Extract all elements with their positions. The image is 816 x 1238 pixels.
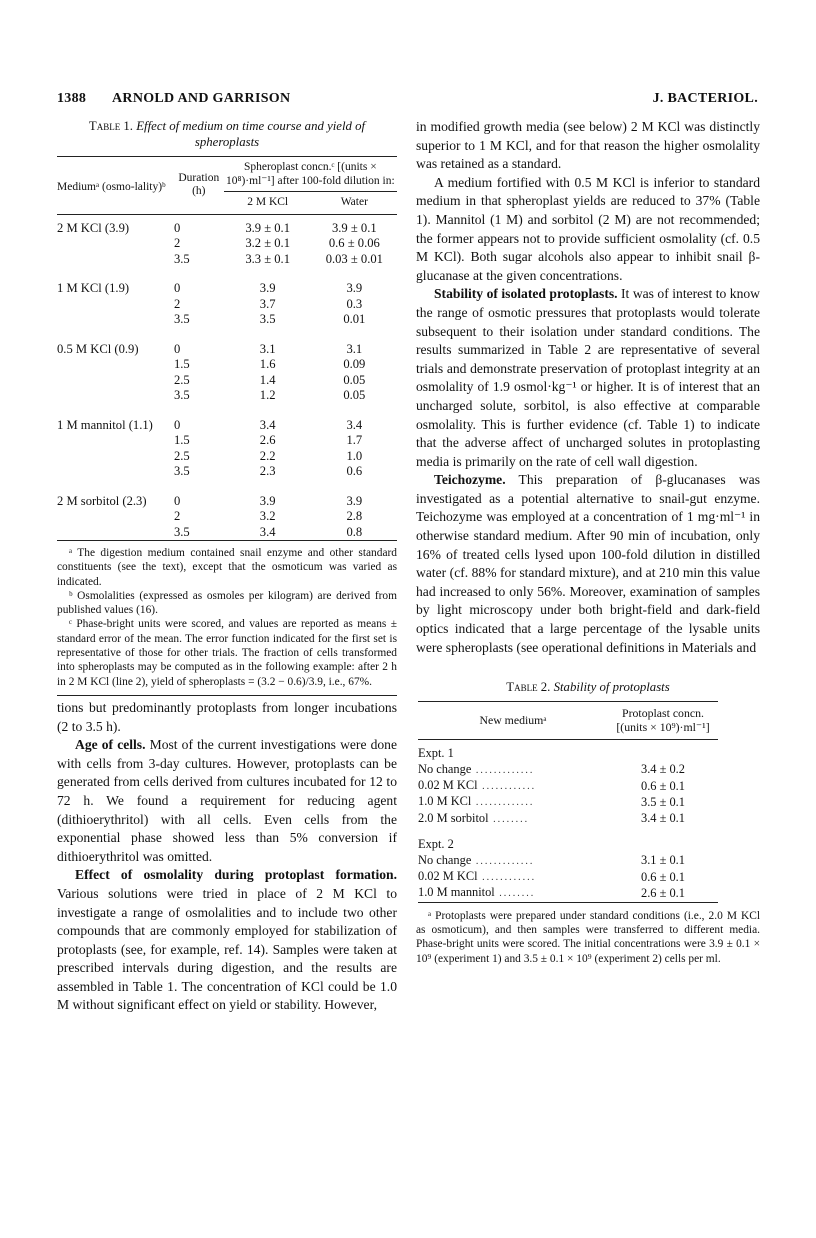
t2-cell-medium: No change ............. <box>418 852 535 867</box>
right-column <box>416 118 760 966</box>
table-row <box>418 869 718 885</box>
t1-cell-water: 0.03 ± 0.01 <box>325 251 383 266</box>
t1-col-medium: Mediumᵃ (osmo-lality)ᵇ <box>57 180 166 193</box>
left-column <box>57 118 397 1015</box>
t1-cell-duration: 2 <box>173 509 181 523</box>
heading-osmolality: Effect of osmolality during protoplast formation. <box>75 867 397 883</box>
t1-footnote-c: ᶜ Phase-bright units were scored, and values are reported as means ± standard error of the mean. The error function indicated for the first set is representative of those for other trials. The fraction of cells transformed into spheroplasts may be computed as in the following example: after 2 h in 2 M KCl (line 2), yield of spheroplasts = (3.2 − 0.6)/3.9, i.e., 67%. <box>57 618 397 688</box>
right-para-continued: in modified growth media (see below) 2 M KCl was distinctly superior to 1 M KCl, and for that reason the higher osmolality was retained as a standard. <box>416 119 760 172</box>
t2-cell-medium: 1.0 M KCl ............. <box>418 794 535 809</box>
t1-cell-kcl: 3.9 ± 0.1 <box>245 220 291 235</box>
t1-cell-water: 1.0 <box>346 448 363 463</box>
t2-medium-label: No change <box>418 761 472 776</box>
table2-label: Table 2. <box>506 680 551 695</box>
table-row <box>418 885 718 902</box>
t1-cell-water: 1.7 <box>346 433 363 447</box>
t1-cell-duration: 2.5 <box>173 448 190 463</box>
t1-cell-water: 3.4 <box>346 417 363 432</box>
t2-medium-label: 0.02 M KCl <box>418 869 478 884</box>
t2-cell-medium: No change ............. <box>418 761 535 776</box>
t2-cell-medium: 0.02 M KCl ............ <box>418 778 537 793</box>
t1-cell-kcl: 3.2 <box>259 509 276 523</box>
t1-cell-kcl: 3.9 <box>259 493 276 508</box>
t2-medium-label: 1.0 M mannitol <box>418 885 495 900</box>
t2-medium-label: 0.02 M KCl <box>418 778 478 793</box>
t1-cell-water: 0.01 <box>343 312 366 326</box>
t1-cell-duration: 0 <box>173 220 181 235</box>
table2-title: Stability of protoplasts <box>553 680 670 695</box>
right-para-stability: Stability of isolated protoplasts. It was of interest to know the range of osmotic pressures that protoplasts would tolerate subsequent to their isolation under standard conditions. The results summarized in Table 2 are representative of several trials and demonstrate preservation of protoplast integrity at an osmolality of 1.9 osmol·kg⁻¹ or higher. It is of interest that an uncharged solute, sorbitol, is also effective at comparable osmolality. This is further evidence (cf. Table 1) to indicate that the adverse affect of uncharged solutes in protoplasting media is primarily on the rate of cell wall digestion. <box>416 286 760 469</box>
table2-caption <box>416 679 760 695</box>
t1-cell-water: 3.9 <box>346 281 363 295</box>
table-row <box>57 221 397 237</box>
t1-cell-kcl: 1.4 <box>259 372 276 387</box>
table-row <box>418 811 718 827</box>
t1-cell-water: 3.9 <box>346 493 363 508</box>
journal-name: J. BACTERIOL. <box>652 91 758 106</box>
t1-cell-duration: 3.5 <box>173 524 190 539</box>
t1-col-span: Spheroplast concn.ᶜ [(units × 10⁸)·ml⁻¹] after 100-fold dilution in: <box>225 161 395 187</box>
right-para-kcl: A medium fortified with 0.5 M KCl is inferior to standard medium in that spheroplast yields are reduced to 37% (Table 1). Mannitol (1 M) and sorbitol (2 M) are not recommended; the former appears not to provide sufficient osmolality (cf. 0.5 M KCl). Both sugar alcohols also appear to inhibit snail β-glucanase at the given concentrations. <box>416 174 760 283</box>
table-row <box>57 418 397 434</box>
t2-footnote-a: ᵃ Protoplasts were prepared under standard conditions (i.e., 2.0 M KCl as osmoticum), and then samples were transferred to different media. Phase-bright units were scored. The initial concentrations were 3.9 ± 0.1 × 10⁹ (experiment 1) and 3.5 ± 0.1 × 10⁹ (experiment 2) cells per ml. <box>416 909 760 965</box>
table1 <box>57 156 397 543</box>
t1-cell-duration: 0 <box>173 417 181 432</box>
table-row <box>418 762 718 778</box>
t2-expt1-label: Expt. 1 <box>418 746 454 761</box>
heading-teichozyme: Teichozyme. <box>434 472 506 488</box>
t1-cell-medium: 0.5 M KCl (0.9) <box>57 341 139 356</box>
t2-cell-medium: 0.02 M KCl ............ <box>418 869 537 884</box>
t2-cell-concn: 0.6 ± 0.1 <box>641 869 685 884</box>
t1-cell-kcl: 3.7 <box>259 296 276 311</box>
table-row <box>418 778 718 794</box>
t2-medium-label: 2.0 M sorbitol <box>418 810 489 825</box>
t2-cell-medium: 1.0 M mannitol ........ <box>418 885 536 900</box>
t1-cell-duration: 3.5 <box>173 464 190 478</box>
t1-footnote-b: ᵇ Osmolalities (expressed as osmoles per kilogram) are derived from published values (16). <box>57 589 397 617</box>
left-para-osmolality: Effect of osmolality during protoplast formation. Various solutions were tried in place of 2 M KCl to investigate a range of osmolalities and to include two other compounds that are commonly employed for stabilization of protoplasts (see, for example, ref. 14). Samples were taken at prescribed intervals during digestion, and the results are assembled in Table 1. The concentration of KCl could be 1.0 M without significant effect on yield or stability. However, <box>57 867 397 1013</box>
t1-cell-duration: 2.5 <box>173 372 190 387</box>
t1-cell-kcl: 3.4 <box>259 417 276 432</box>
t2-cell-medium: 2.0 M sorbitol ........ <box>418 810 530 825</box>
t1-cell-duration: 1.5 <box>173 357 190 371</box>
table-row <box>418 853 718 869</box>
running-authors: ARNOLD AND GARRISON <box>112 91 291 106</box>
t2-cell-concn: 3.4 ± 0.2 <box>641 762 685 777</box>
t1-cell-duration: 3.5 <box>173 312 190 326</box>
t1-cell-duration: 3.5 <box>173 251 190 266</box>
t2-cell-concn: 0.6 ± 0.1 <box>641 778 685 793</box>
t1-cell-kcl: 1.6 <box>259 357 276 371</box>
t2-cell-concn: 3.5 ± 0.1 <box>641 794 685 809</box>
t1-col-duration: Duration (h) <box>178 171 220 198</box>
t2-expt2-rows <box>418 853 718 903</box>
t1-cell-water: 0.6 ± 0.06 <box>328 236 380 250</box>
table1-title: Effect of medium on time course and yield of spheroplasts <box>136 119 366 149</box>
t1-cell-kcl: 2.6 <box>259 433 276 447</box>
table1-footnotes <box>57 546 397 689</box>
t1-cell-water: 0.05 <box>343 388 366 402</box>
table1-label: Table 1. <box>88 119 134 133</box>
table-row <box>57 494 397 510</box>
t1-cell-duration: 2 <box>173 236 181 250</box>
page-number: 1388 <box>57 91 87 106</box>
t1-cell-medium: 2 M sorbitol (2.3) <box>57 493 147 508</box>
t1-cell-kcl: 3.2 ± 0.1 <box>245 236 291 250</box>
t1-col-kcl: 2 M KCl <box>224 192 312 215</box>
t1-cell-water: 3.9 ± 0.1 <box>331 220 377 235</box>
t1-cell-water: 3.1 <box>346 341 363 356</box>
t1-cell-duration: 0 <box>173 341 181 356</box>
t2-cell-concn: 3.4 ± 0.1 <box>641 811 685 826</box>
t1-cell-kcl: 2.3 <box>259 464 276 478</box>
t2-cell-concn: 3.1 ± 0.1 <box>641 853 685 868</box>
t2-medium-label: No change <box>418 852 472 867</box>
t1-cell-water: 0.8 <box>346 524 363 539</box>
t1-cell-water: 0.09 <box>343 357 366 371</box>
t1-cell-kcl: 2.2 <box>259 448 276 463</box>
table-row <box>57 342 397 358</box>
table-row <box>418 794 718 810</box>
t2-medium-label: 1.0 M KCl <box>418 794 472 809</box>
t1-cell-kcl: 3.9 <box>259 281 276 295</box>
table1-caption <box>57 118 397 150</box>
t1-cell-water: 0.6 <box>346 464 363 478</box>
t1-col-water: Water <box>312 192 397 215</box>
t1-cell-kcl: 3.4 <box>259 524 276 539</box>
t1-cell-kcl: 3.5 <box>259 312 276 326</box>
table2-footnotes <box>416 909 760 966</box>
t2-col-concn: Protoplast concn. [(units × 10⁹)·ml⁻¹] <box>616 706 710 734</box>
t2-col-medium: New mediumᵃ <box>479 713 547 728</box>
t1-cell-duration: 0 <box>173 281 181 295</box>
table2 <box>418 701 718 905</box>
t1-cell-medium: 1 M mannitol (1.1) <box>57 417 153 432</box>
t1-cell-medium: 2 M KCl (3.9) <box>57 220 130 235</box>
t1-cell-duration: 2 <box>173 296 181 311</box>
heading-age: Age of cells. <box>75 737 146 753</box>
t1-cell-medium: 1 M KCl (1.9) <box>57 281 130 295</box>
t1-footnote-a: ᵃ The digestion medium contained snail enzyme and other standard constituents (see the text), except that the osmoticum was varied as indicated. <box>57 547 397 588</box>
table-row <box>57 281 397 297</box>
left-para-age: Age of cells. Most of the current investigations were done with cells from 3-day cultures. However, protoplasts can be generated from cells derived from cultures incubated for 12 to 72 h. We found a requirement for reducing agent (dithioerythritol) with all cells. Even cells from the exponential phase showed less than 5% conversion if dithioerythritol was omitted. <box>57 737 398 864</box>
left-para-continued: tions but predominantly protoplasts from longer incubations (2 to 3.5 h). <box>57 699 397 734</box>
right-para-teichozyme: Teichozyme. This preparation of β-glucanases was investigated as a potential alternative to snail-gut enzyme. Teichozyme was employed at a concentration of 1 mg·ml⁻¹ in otherwise standard medium. After 90 min of incubation, only 16% of treated cells lysed upon 100-fold dilution in distilled water (cf. 88% for standard mixture), and at 210 min this value had increased to only 56%. Moreover, examination of samples by light microscopy under both bright-field and dark-field optics indicated that a large percentage of the lysable units were spheroplasts (see operational definitions in Materials and <box>416 472 760 655</box>
t1-cell-water: 0.3 <box>346 296 363 311</box>
t1-cell-water: 0.05 <box>343 372 366 387</box>
t2-cell-concn: 2.6 ± 0.1 <box>641 885 685 900</box>
t1-cell-duration: 3.5 <box>173 388 190 402</box>
t1-body <box>57 221 397 541</box>
t1-cell-kcl: 3.1 <box>259 341 276 356</box>
t1-cell-duration: 1.5 <box>173 433 190 447</box>
t1-cell-water: 2.8 <box>346 509 363 523</box>
t1-cell-kcl: 1.2 <box>259 388 276 402</box>
t2-expt2-label: Expt. 2 <box>418 837 454 852</box>
t1-cell-kcl: 3.3 ± 0.1 <box>245 251 291 266</box>
t2-expt1-rows <box>418 762 718 828</box>
heading-stability: Stability of isolated protoplasts. <box>434 286 618 302</box>
t1-cell-duration: 0 <box>173 493 181 508</box>
